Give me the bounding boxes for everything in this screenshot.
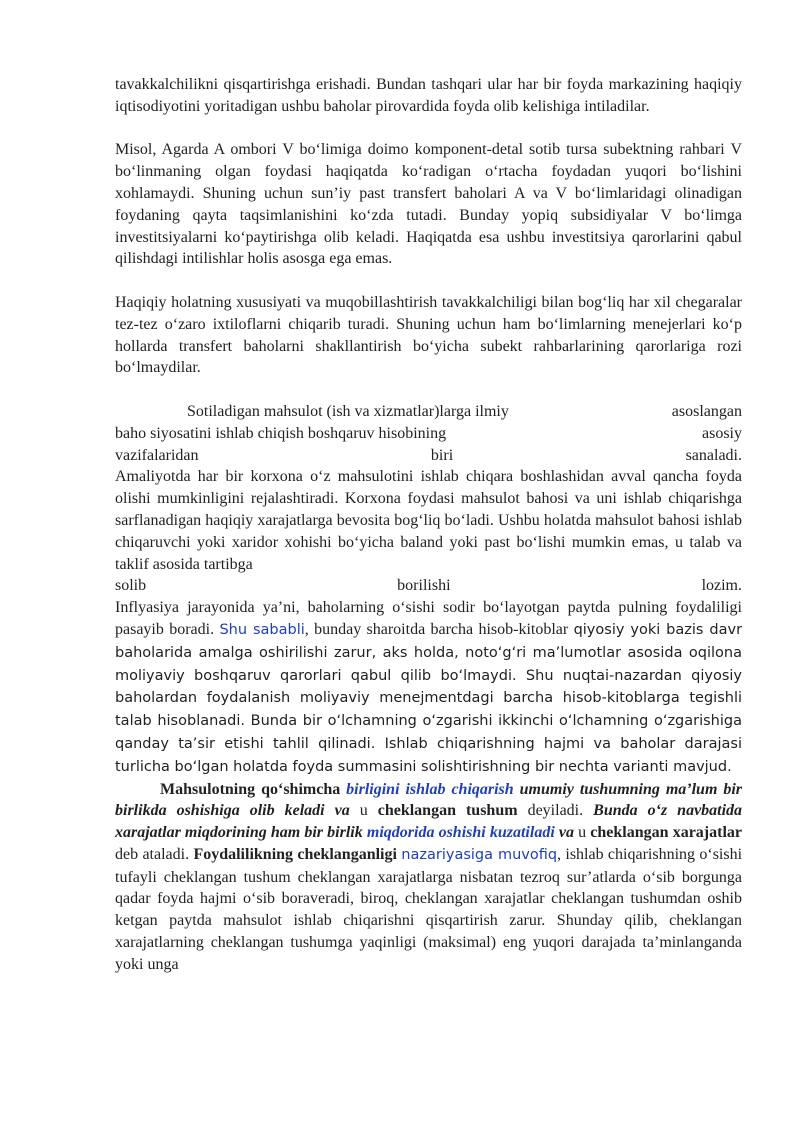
paragraph-3: Haqiqiy holatning xususiyati va muqobillashtirish tavakkalchiligi bilan bog‘liq har xil chegaralar tez-tez o‘zaro ixtiloflarni chiqarib turadi. Shuning uchun ham bo‘limlarning menejerlari ko‘p hollarda transfert baholarni shakllantirish bo‘yicha subekt rahbarlarining qarorlariga rozi bo‘lmaydilar. [115, 293, 742, 377]
paragraph-6: Mahsulotning qo‘shimcha birligini ishlab chiqarish umumiy tushumning ma’lum bir birlikda oshishiga olib keladi va u cheklangan tushum deyiladi. Bunda o‘z navbatida xarajatlar miqdorining ham bir birlik miqdorida oshishi kuzatiladi va u cheklangan xarajatlar deb ataladi. Foydalilikning cheklanganligi nazariyasiga muvofiq, ishlab chiqarishning o‘sishi tufayli cheklangan tushum cheklangan xarajatlarga nisbatan tezroq sur’atlarda o‘sib borgunga qadar foyda hajmi o‘sib boraveradi, biroq, cheklangan xarajatlar cheklangan tushumdan oshib ketgan paytda mahsulot ishlab chiqarishni qisqartirish zarur. Shunday qilib, cheklangan xarajatlarning cheklangan tushumga yaqinligi (maksimal) eng yuqori darajada ta’minlanganda yoki unga [115, 780, 743, 973]
para4-body: Amaliyotda har bir korxona o‘z mahsulotini ishlab chiqara boshlashidan avval qancha foyda olishi mumkinligini rejalashtiradi. Korxona foydasi mahsulot bahosi va uni ishlab chiqarishga sarflanadigan haqiqiy xarajatlarga bevosita bog‘liq bo‘ladi. Ushbu holatda mahsulot bahosi ishlab chiqaruvchi yoki xaridor xohishi bo‘yicha baland yoki past bo‘lishi mumkin emas, u talab va taklif asosida tartibga [115, 468, 742, 573]
para4-line-1: Sotiladigan mahsulot (ish va xizmatlar)larga ilmiy asoslangan [187, 402, 742, 420]
link-miqdorida-oshishi[interactable]: miqdorida oshishi kuzatiladi [366, 824, 555, 842]
para4-line-2: baho siyosatini ishlab chiqish boshqaruv hisobining asosiy [115, 424, 742, 442]
para4-last-line: solib borilishi lozim. [115, 577, 742, 595]
paragraph-2: Misol, Agarda A ombori V bo‘limiga doimo komponent-detal sotib tursa subektning rahbari V bo‘linmaning olgan foydasi haqiqatda ko‘radigan o‘rtacha foydadan yuqori bo‘lishini xohlamaydi. Shuning uchun sun’iy past transfert baholari A va V bo‘limlaridagi olinadigan foydaning qayta taqsimlanishini ko‘zda tutadi. Bunday yopiq subsidiyalar V bo‘limga investitsiyalarni ko‘paytirishga olib keladi. Haqiqatda esa ushbu investitsiya qarorlarini qabul qilishdagi intilishlar holis asosga ega emas. [115, 141, 742, 268]
link-shu-sababli[interactable]: Shu sababli [219, 621, 305, 638]
para5-sans-text: qiyosiy yoki bazis davr baholarida amalga oshirilishi zarur, aks holda, noto‘g‘ri ma’lumotlar asosida oqilona moliyaviy boshqaruv qarorlari qabul qilib bo‘lmaydi. Shu nuqtai-nazardan qiyosiy baholardan foydalanish moliyaviy menejmentdagi barcha hisob-kitoblarga tegishli talab hisoblanadi. Bunda bir o‘lchamning o‘zgarishi ikkinchi o‘lchamning o‘zgarishiga qanday ta’sir etishi tahlil qilinadi. Ishlab chiqarishning hajmi va baholar darajasi turlicha bo‘lgan holatda foyda summasini solishtirishning bir nechta varianti mavjud. [115, 621, 743, 775]
link-nazariyasiga-muvofiq[interactable]: nazariyasiga muvofiq [401, 846, 558, 863]
paragraph-1: tavakkalchilikni qisqartirishga erishadi. Bundan tashqari ular har bir foyda markazining haqiqiy iqtisodiyotini yoritadigan ushbu baholar pirovardida foyda olib kelishiga intiladilar. [115, 76, 742, 115]
link-birligini-ishlab-chiqarish[interactable]: birligini ishlab chiqarish [346, 780, 514, 798]
para4-line-3: vazifalaridan biri sanaladi. [115, 446, 742, 464]
paragraph-4 [115, 401, 742, 597]
paragraph-5: Inflyasiya jarayonida ya’ni, baholarning o‘sishi sodir bo‘layotgan paytda pulning foydaliligi pasayib boradi. Shu sababli, bunday sharoitda barcha hisob-kitoblar qiyosiy yoki bazis davr baholarida amalga oshirilishi zarur, aks holda, noto‘g‘ri ma’lumotlar asosida oqilona moliyaviy boshqaruv qarorlari qabul qilib bo‘lmaydi. Shu nuqtai-nazardan qiyosiy baholardan foydalanish moliyaviy menejmentdagi barcha hisob-kitoblarga tegishli talab hisoblanadi. Bunda bir o‘lchamning o‘zgarishi ikkinchi o‘lchamning o‘zgarishiga qanday ta’sir etishi tahlil qilinadi. Ishlab chiqarishning hajmi va baholar darajasi turlicha bo‘lgan holatda foyda summasini solishtirishning bir nechta varianti mavjud. [115, 599, 743, 775]
document-page [115, 74, 742, 976]
